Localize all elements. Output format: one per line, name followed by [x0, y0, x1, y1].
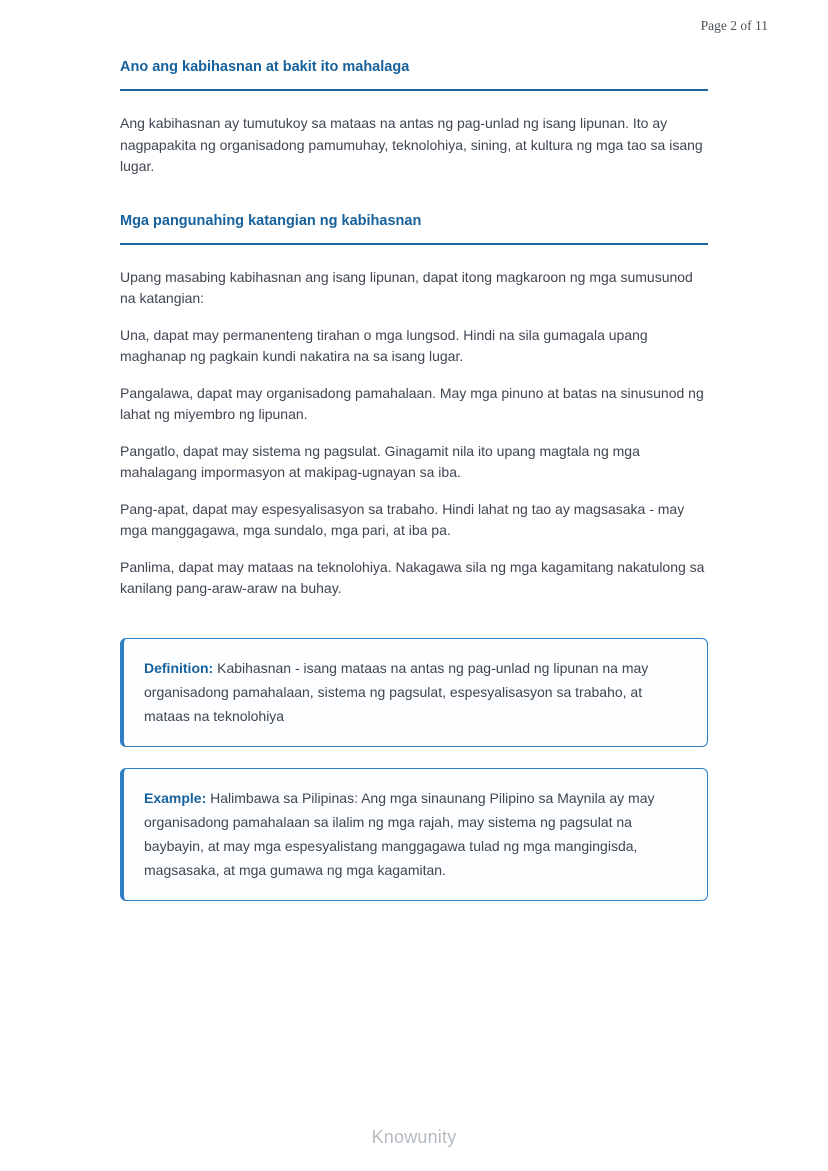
definition-box	[120, 638, 708, 747]
section-rule	[120, 243, 708, 245]
section-what-is-civilization	[120, 58, 708, 178]
definition-text: Kabihasnan - isang mataas na antas ng pag-unlad ng lipunan na may organisadong pamahalaan, sistema ng pagsulat, espesyalisasyon sa trabaho, at mataas na teknolohiya	[144, 659, 649, 724]
footer-brand: Knowunity	[371, 1127, 457, 1147]
example-label: Example:	[144, 789, 207, 806]
page-number: Page 2 of 11	[700, 18, 768, 33]
body-paragraph: Panlima, dapat may mataas na teknolohiya. Nakagawa sila ng mga kagamitang nakatulong sa kanilang pang-araw-araw na buhay.	[120, 558, 705, 596]
body-paragraph: Ang kabihasnan ay tumutukoy sa mataas na antas ng pag-unlad ng isang lipunan. Ito ay nagpapakita ng organisadong pamumuhay, teknolohiya, sining, at kultura ng mga tao sa isang lugar.	[120, 115, 703, 174]
section-main-characteristics	[120, 212, 708, 600]
body-paragraph: Pang-apat, dapat may espesyalisasyon sa trabaho. Hindi lahat ng tao ay magsasaka - may mga manggagawa, mga sundalo, mga pari, at iba pa.	[120, 500, 685, 538]
section-heading: Mga pangunahing katangian ng kabihasnan	[120, 212, 422, 229]
example-box	[120, 768, 708, 901]
section-heading: Ano ang kabihasnan at bakit ito mahalaga	[120, 59, 410, 75]
body-paragraph: Pangalawa, dapat may organisadong pamahalaan. May mga pinuno at batas na sinusunod ng lahat ng miyembro ng lipunan.	[120, 384, 704, 422]
body-paragraph: Pangatlo, dapat may sistema ng pagsulat. Ginagamit nila ito upang magtala ng mga mahalagang impormasyon at makipag-ugnayan sa iba.	[120, 442, 640, 480]
definition-label: Definition:	[144, 659, 214, 676]
example-text: Halimbawa sa Pilipinas: Ang mga sinaunang Pilipino sa Maynila ay may organisadong pamahalaan sa ilalim ng mga rajah, may sistema ng pagsulat na baybayin, at may mga espesyalistang manggagawa tulad ng mga mangingisda, magsasaka, at mga gumawa ng mga kagamitan.	[144, 789, 655, 878]
body-paragraph: Una, dapat may permanenteng tirahan o mga lungsod. Hindi na sila gumagala upang maghanap ng pagkain kundi nakatira na sa isang lugar.	[120, 326, 648, 364]
section-rule	[120, 89, 708, 91]
body-paragraph: Upang masabing kabihasnan ang isang lipunan, dapat itong magkaroon ng mga sumusunod na katangian:	[120, 268, 693, 306]
